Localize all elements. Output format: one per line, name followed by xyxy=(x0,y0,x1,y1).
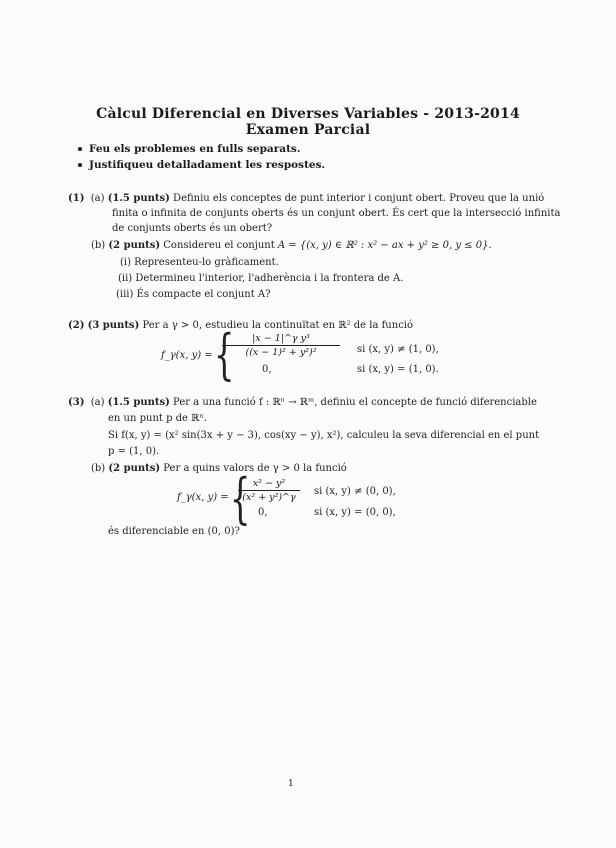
problem1-item-i: (i) Representeu-lo gràficament. xyxy=(120,257,279,268)
problem2-case2-condition: si (x, y) = (1, 0). xyxy=(357,364,439,375)
exam-title: Càlcul Diferencial en Diverses Variables - 2013-2014 xyxy=(96,106,520,122)
instruction-item: Feu els problemes en fulls separats. xyxy=(78,143,301,155)
problem3-function-name: f_γ(x, y) = xyxy=(177,492,229,503)
problem3-fraction: x² − y² (x² + y²)^γ xyxy=(238,478,300,503)
problem3-brace: { xyxy=(229,467,251,530)
problem3-closing: és diferenciable en (0, 0)? xyxy=(108,526,240,537)
problem1-item-ii: (ii) Determineu l'interior, l'adherència i la frontera de A. xyxy=(118,273,404,284)
problem3-part-a-line3: Si f(x, y) = (x² sin(3x + y − 3), cos(xy − y), x²), calculeu la seva diferencial en el punt xyxy=(108,430,540,441)
fraction-bar xyxy=(222,345,340,346)
fraction-bar xyxy=(238,490,300,491)
problem3-part-b: (b) (2 punts) Per a quins valors de γ > 0 la funció xyxy=(91,463,347,474)
problem3-case1-condition: si (x, y) ≠ (0, 0), xyxy=(314,486,396,497)
problem2-case2-value: 0, xyxy=(262,364,272,375)
bullet-icon xyxy=(78,147,82,151)
page-number: 1 xyxy=(288,779,294,789)
problem3-case2-value: 0, xyxy=(258,507,268,518)
problem1-part-a-line1: (1) (a) (1.5 punts) Definiu els conceptes de punt interior i conjunt obert. Proveu que la unió xyxy=(68,193,545,204)
problem3-part-a-line4: p = (1, 0). xyxy=(108,446,160,457)
problem3-part-a-line1: (3) (a) (1.5 punts) Per a una funció f : ℝⁿ → ℝᵐ, definiu el concepte de funció diferenciable xyxy=(68,397,537,408)
problem2-statement: (2) (3 punts) Per a γ > 0, estudieu la continuïtat en ℝ² de la funció xyxy=(68,320,414,331)
problem3-case2-condition: si (x, y) = (0, 0), xyxy=(314,507,396,518)
problem3-part-a-line2: en un punt p de ℝⁿ. xyxy=(108,413,207,424)
problem2-fraction: |x − 1|^γ y³ ((x − 1)² + y²)² xyxy=(222,333,340,358)
problem2-case1-condition: si (x, y) ≠ (1, 0), xyxy=(357,344,439,355)
problem2-brace: { xyxy=(213,323,235,386)
exam-subtitle: Examen Parcial xyxy=(245,122,371,138)
problem2-function-name: f_γ(x, y) = xyxy=(161,350,213,361)
problem1-part-a-line3: de conjunts oberts és un obert? xyxy=(112,223,273,234)
problem1-part-b: (b) (2 punts) Considereu el conjunt A = {(x, y) ∈ ℝ² : x² − ax + y² ≥ 0, y ≤ 0}. xyxy=(91,240,492,251)
problem1-item-iii: (iii) És compacte el conjunt A? xyxy=(116,289,271,300)
problem1-part-a-line2: finita o infinita de conjunts oberts és un conjunt obert. És cert que la intersecció infinita xyxy=(112,208,561,219)
bullet-icon xyxy=(78,163,82,167)
instruction-item: Justifiqueu detalladament les respostes. xyxy=(78,159,325,171)
